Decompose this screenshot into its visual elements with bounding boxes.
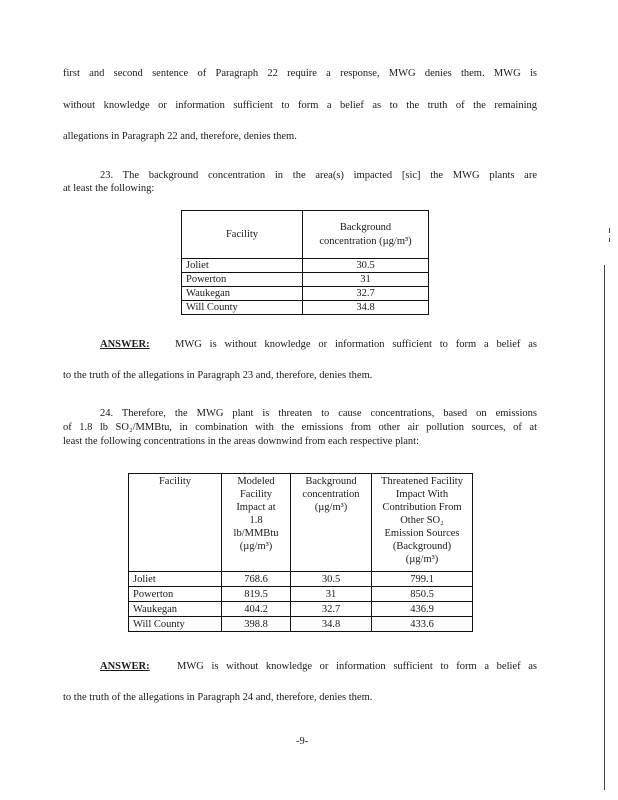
t2-header-threatened-l4: Other SO₂: [400, 515, 444, 526]
t2-facility: Powerton: [129, 587, 222, 602]
t2-header-modeled-l2: Facility: [239, 489, 273, 500]
t2-background: 31: [291, 587, 372, 602]
para24-line-3: least the following concentrations in the areas downwind from each respective plant:: [63, 436, 420, 447]
intro-line-1: first and second sentence of Paragraph 22 require a response, MWG denies them. MWG is: [63, 68, 537, 79]
t2-header-modeled-l3: Impact at: [236, 502, 276, 513]
t2-header-threatened-l2: Impact With: [395, 489, 449, 500]
t1-facility: Waukegan: [182, 287, 303, 301]
t2-facility: Joliet: [129, 572, 222, 587]
table-row: [182, 259, 429, 273]
t2-header-threatened-l3: Contribution From: [382, 502, 462, 513]
para23-line-1: 23. The background concentration in the area(s) impacted [sic] the MWG plants are: [100, 170, 537, 181]
t2-header-background-l2: concentration: [302, 489, 360, 500]
t2-threatened: 436.9: [372, 602, 473, 617]
t2-header-modeled-l6: (µg/m³): [239, 541, 273, 552]
intro-line-3: allegations in Paragraph 22 and, therefore, denies them.: [63, 131, 297, 142]
t2-facility: Will County: [129, 617, 222, 632]
t2-header-threatened: [372, 474, 473, 572]
t2-header-modeled-l5: lb/MMBtu: [233, 528, 279, 539]
page-number: -9-: [296, 736, 309, 747]
t2-header-modeled: [222, 474, 291, 572]
t2-modeled: 819.5: [222, 587, 291, 602]
answer1-label-text: ANSWER:: [100, 339, 150, 350]
t2-header-background-l1: Background: [305, 476, 357, 487]
answer2-line-2: to the truth of the allegations in Paragraph 24 and, therefore, denies them.: [63, 692, 373, 703]
t2-threatened: 433.6: [372, 617, 473, 632]
t2-header-threatened-l7: (µg/m³): [405, 554, 439, 565]
background-concentration-table: [181, 210, 429, 315]
t1-background: 32.7: [303, 287, 429, 301]
scan-mark: [609, 238, 610, 242]
t1-background: 30.5: [303, 259, 429, 273]
threatened-impact-table: [128, 473, 473, 632]
t2-facility: Waukegan: [129, 602, 222, 617]
answer2-label-text: ANSWER:: [100, 661, 150, 672]
t1-header-background: [303, 211, 429, 259]
answer1-label: [100, 339, 150, 350]
t2-header-threatened-l6: (Background): [392, 541, 452, 552]
t2-header-modeled-l4: 1.8: [249, 515, 263, 526]
t1-header-background-line1: Background: [339, 221, 392, 233]
answer2-line-1: MWG is without knowledge or information sufficient to form a belief as: [177, 661, 537, 672]
t2-modeled: 398.8: [222, 617, 291, 632]
t2-background: 30.5: [291, 572, 372, 587]
table-row: [182, 287, 429, 301]
t2-header-modeled-l1: Modeled: [237, 476, 275, 487]
para24-line-2: of 1.8 lb SO₂/MMBtu, in combination with the emissions from other air pollution sources, of at: [63, 422, 537, 433]
table-row: [182, 273, 429, 287]
t1-facility: Powerton: [182, 273, 303, 287]
t1-facility: Will County: [182, 301, 303, 315]
t1-background: 34.8: [303, 301, 429, 315]
t2-threatened: 799.1: [372, 572, 473, 587]
table-row: [129, 602, 473, 617]
t2-header-threatened-l1: Threatened Facility: [381, 476, 463, 487]
t1-background: 31: [303, 273, 429, 287]
table-row: [129, 617, 473, 632]
t1-header-background-line2: concentration (µg/m³): [319, 235, 412, 247]
intro-line-2: without knowledge or information sufficient to form a belief as to the truth of the remaining: [63, 100, 537, 111]
t2-header-facility: Facility: [129, 474, 222, 572]
t2-background: 34.8: [291, 617, 372, 632]
t1-header-facility: Facility: [182, 211, 303, 259]
t2-threatened: 850.5: [372, 587, 473, 602]
answer1-line-2: to the truth of the allegations in Paragraph 23 and, therefore, denies them.: [63, 370, 373, 381]
scan-mark: [609, 228, 610, 233]
t2-modeled: 404.2: [222, 602, 291, 617]
table-row: [129, 572, 473, 587]
t2-header-threatened-l5: Emission Sources: [384, 528, 460, 539]
t1-facility: Joliet: [182, 259, 303, 273]
t2-background: 32.7: [291, 602, 372, 617]
t2-modeled: 768.6: [222, 572, 291, 587]
table-row: [129, 587, 473, 602]
answer2-label: [100, 661, 150, 672]
table-row: [182, 301, 429, 315]
t2-header-background-l3: (µg/m³): [314, 502, 348, 513]
para23-line-2: at least the following:: [63, 183, 155, 194]
answer1-line-1: MWG is without knowledge or information sufficient to form a belief as: [175, 339, 537, 350]
t2-header-background: [291, 474, 372, 572]
margin-rule: [604, 265, 605, 790]
para24-line-1: 24. Therefore, the MWG plant is threaten to cause concentrations, based on emissions: [100, 408, 537, 419]
